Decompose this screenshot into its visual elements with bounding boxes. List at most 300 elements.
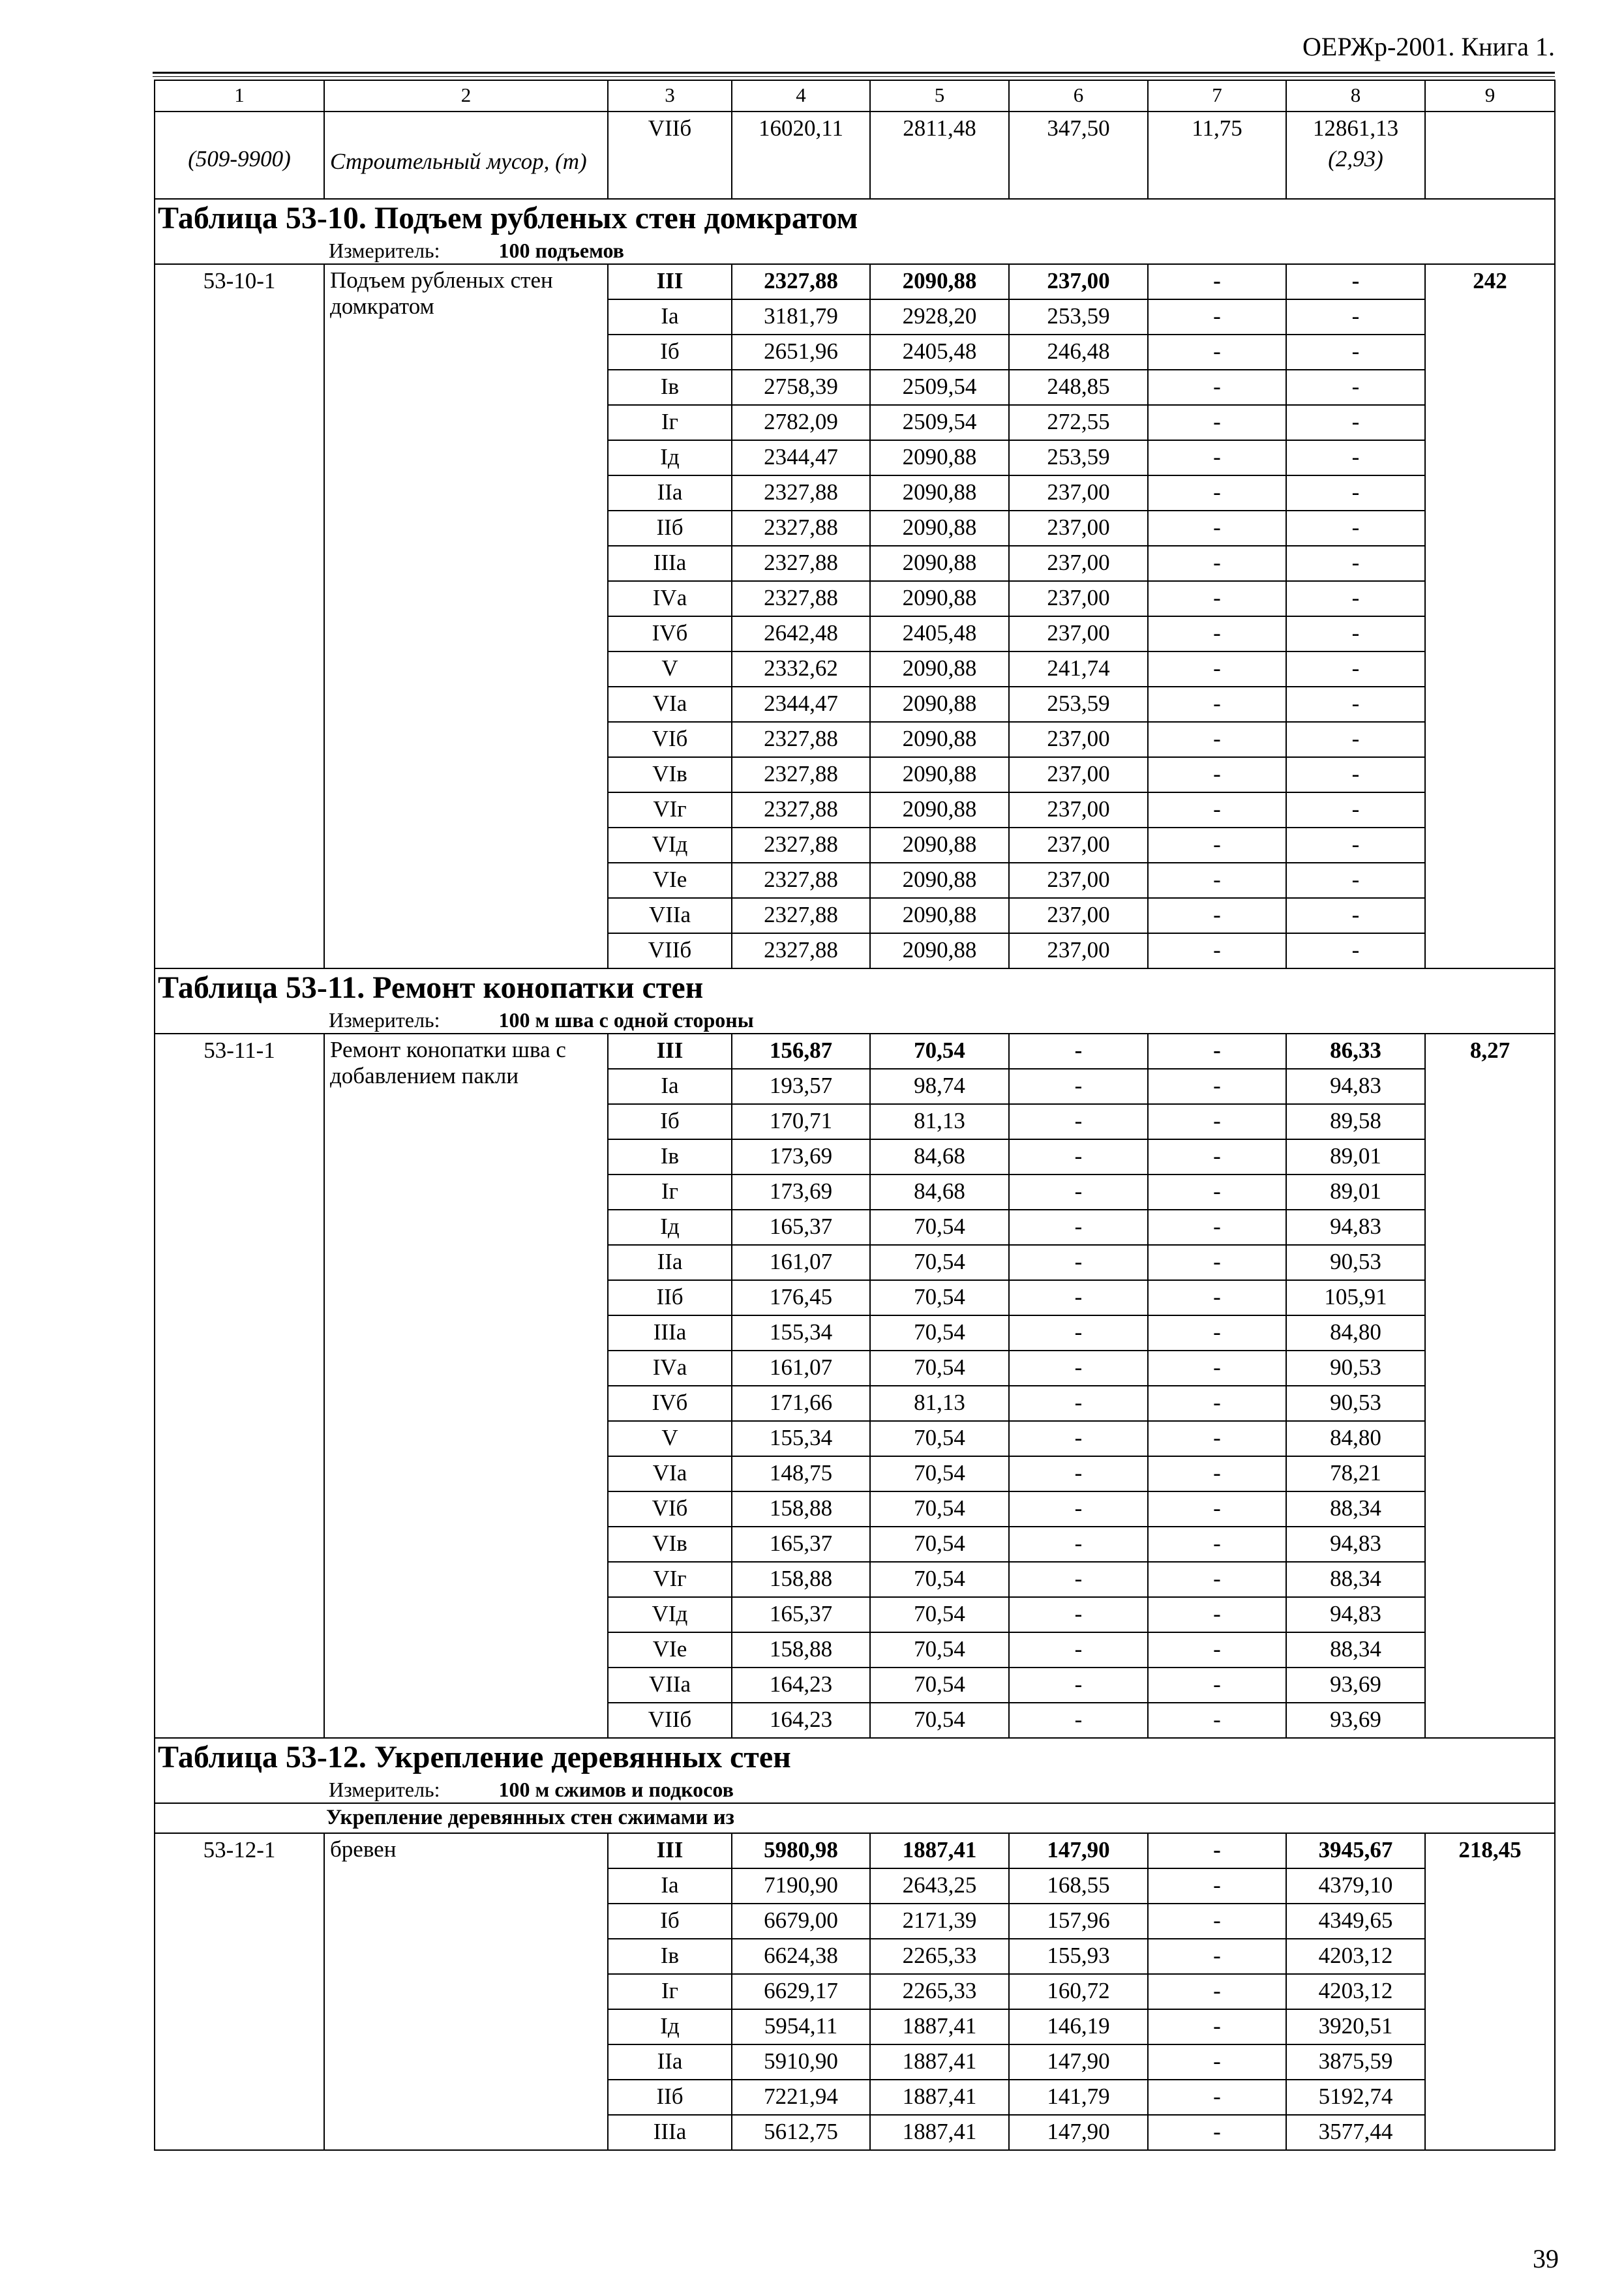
table-cell: VIIа <box>608 898 732 933</box>
carry-over-cell <box>1425 112 1555 146</box>
table-cell: 253,59 <box>1009 299 1148 335</box>
table-cell: 5612,75 <box>732 2115 870 2150</box>
table-cell: Iг <box>608 1974 732 2009</box>
table-cell: 164,23 <box>732 1703 870 1738</box>
table-cell: - <box>1148 1386 1286 1421</box>
table-cell: III <box>608 264 732 299</box>
table-title-cell <box>155 968 1555 1034</box>
table-cell: - <box>1009 1527 1148 1562</box>
carry-over-blank <box>1148 146 1286 199</box>
table-cell: 237,00 <box>1009 581 1148 616</box>
table-cell: 90,53 <box>1286 1245 1425 1280</box>
measure-line <box>158 1776 1552 1803</box>
table-cell: 165,37 <box>732 1527 870 1562</box>
table-cell: - <box>1286 440 1425 475</box>
table-cell: 173,69 <box>732 1139 870 1174</box>
table-cell: 2642,48 <box>732 616 870 651</box>
table-cell: 4203,12 <box>1286 1939 1425 1974</box>
resource-code: (509-9900) <box>155 146 324 199</box>
table-cell: 2090,88 <box>870 898 1009 933</box>
carry-over-cell: 347,50 <box>1009 112 1148 146</box>
table-cell: VIг <box>608 1562 732 1597</box>
table-cell: - <box>1148 1597 1286 1632</box>
price-table <box>154 80 1556 2151</box>
table-cell: 237,00 <box>1009 511 1148 546</box>
table-cell: - <box>1148 2009 1286 2044</box>
table-cell: - <box>1148 1315 1286 1351</box>
item-name: Ремонт конопатки шва с добавлением пакли <box>324 1034 608 1738</box>
table-row <box>155 1833 1555 1868</box>
running-header: ОЕРЖр-2001. Книга 1. <box>1302 32 1555 61</box>
table-cell: VIе <box>608 1632 732 1668</box>
table-cell: 2327,88 <box>732 475 870 511</box>
table-cell: - <box>1009 1139 1148 1174</box>
table-cell: 84,80 <box>1286 1421 1425 1456</box>
table-cell: - <box>1009 1597 1148 1632</box>
carry-over-cell: VIIб <box>608 112 732 146</box>
item-code: 53-11-1 <box>155 1034 324 1738</box>
table-cell: - <box>1148 1632 1286 1668</box>
table-cell: 2090,88 <box>870 264 1009 299</box>
table-cell: 70,54 <box>870 1632 1009 1668</box>
column-number: 9 <box>1425 80 1555 112</box>
table-cell: - <box>1286 933 1425 968</box>
carry-over-cell <box>324 112 608 146</box>
table-cell: - <box>1009 1351 1148 1386</box>
table-cell: 237,00 <box>1009 616 1148 651</box>
table-cell: 158,88 <box>732 1562 870 1597</box>
table-cell: - <box>1148 1491 1286 1527</box>
table-cell: - <box>1148 1527 1286 1562</box>
table-cell: 2265,33 <box>870 1939 1009 1974</box>
table-cell: Iг <box>608 405 732 440</box>
table-cell: - <box>1286 863 1425 898</box>
table-cell: - <box>1286 828 1425 863</box>
table-cell: - <box>1148 1034 1286 1069</box>
table-cell: 147,90 <box>1009 2115 1148 2150</box>
table-cell: 156,87 <box>732 1034 870 1069</box>
table-cell: 2090,88 <box>870 792 1009 828</box>
table-cell: 2090,88 <box>870 511 1009 546</box>
table-cell: - <box>1148 722 1286 757</box>
table-cell: - <box>1148 1104 1286 1139</box>
table-cell: - <box>1148 511 1286 546</box>
table-cell: 2090,88 <box>870 546 1009 581</box>
column-number: 5 <box>870 80 1009 112</box>
carry-over-cell: 2811,48 <box>870 112 1009 146</box>
table-cell: 253,59 <box>1009 687 1148 722</box>
table-cell: Iа <box>608 299 732 335</box>
item-col9: 218,45 <box>1425 1833 1555 2150</box>
table-cell: 70,54 <box>870 1280 1009 1315</box>
table-cell: - <box>1148 1974 1286 2009</box>
table-cell: 89,58 <box>1286 1104 1425 1139</box>
table-cell: VIа <box>608 687 732 722</box>
table-cell: 147,90 <box>1009 2044 1148 2080</box>
table-cell: 1887,41 <box>870 2009 1009 2044</box>
table-cell: - <box>1148 1069 1286 1104</box>
table-cell: Iб <box>608 1104 732 1139</box>
table-cell: 6624,38 <box>732 1939 870 1974</box>
header-rule <box>153 72 1555 74</box>
table-cell: 248,85 <box>1009 370 1148 405</box>
table-cell: - <box>1009 1386 1148 1421</box>
measure-line <box>158 1007 1552 1033</box>
table-cell: 3181,79 <box>732 299 870 335</box>
table-cell: Iв <box>608 1939 732 1974</box>
table-cell: 93,69 <box>1286 1668 1425 1703</box>
table-cell: 2327,88 <box>732 511 870 546</box>
table-cell: 98,74 <box>870 1069 1009 1104</box>
table-cell: - <box>1009 1174 1148 1210</box>
table-cell: VIг <box>608 792 732 828</box>
table-cell: 4203,12 <box>1286 1974 1425 2009</box>
table-cell: - <box>1148 1174 1286 1210</box>
table-title: Таблица 53-10. Подъем рубленых стен домкратом <box>158 201 858 235</box>
table-cell: 1887,41 <box>870 2080 1009 2115</box>
table-cell: 6629,17 <box>732 1974 870 2009</box>
table-cell: V <box>608 651 732 687</box>
table-cell: - <box>1148 2080 1286 2115</box>
table-cell: 237,00 <box>1009 475 1148 511</box>
table-cell: - <box>1286 651 1425 687</box>
table-cell: 7221,94 <box>732 2080 870 2115</box>
table-cell: 2090,88 <box>870 581 1009 616</box>
table-cell: VIе <box>608 863 732 898</box>
table-cell: 253,59 <box>1009 440 1148 475</box>
table-cell: 5910,90 <box>732 2044 870 2080</box>
table-cell: 2090,88 <box>870 440 1009 475</box>
measure-label: Измеритель: <box>329 239 440 262</box>
table-cell: - <box>1286 616 1425 651</box>
table-cell: VIд <box>608 1597 732 1632</box>
table-cell: - <box>1148 616 1286 651</box>
table-cell: 4379,10 <box>1286 1868 1425 1904</box>
table-cell: 2327,88 <box>732 264 870 299</box>
table-cell: 237,00 <box>1009 898 1148 933</box>
table-title-row <box>155 199 1555 264</box>
table-cell: 81,13 <box>870 1386 1009 1421</box>
table-cell: 2090,88 <box>870 863 1009 898</box>
table-cell: - <box>1148 1703 1286 1738</box>
table-cell: 2651,96 <box>732 335 870 370</box>
table-cell: 70,54 <box>870 1527 1009 1562</box>
table-cell: - <box>1148 1280 1286 1315</box>
measure-value: 100 м шва с одной стороны <box>498 1008 754 1032</box>
table-cell: 94,83 <box>1286 1597 1425 1632</box>
carry-over-cell <box>155 112 324 146</box>
table-row <box>155 1034 1555 1069</box>
table-cell: Iв <box>608 370 732 405</box>
table-cell: 2090,88 <box>870 933 1009 968</box>
table-cell: - <box>1009 1668 1148 1703</box>
table-cell: 237,00 <box>1009 264 1148 299</box>
table-cell: - <box>1148 1904 1286 1939</box>
table-cell: 170,71 <box>732 1104 870 1139</box>
table-cell: 5980,98 <box>732 1833 870 1868</box>
table-cell: 3577,44 <box>1286 2115 1425 2150</box>
table-cell: 2090,88 <box>870 651 1009 687</box>
table-cell: - <box>1148 1245 1286 1280</box>
table-cell: 84,68 <box>870 1139 1009 1174</box>
table-cell: - <box>1286 722 1425 757</box>
carry-over-cell: 11,75 <box>1148 112 1286 146</box>
table-cell: 193,57 <box>732 1069 870 1104</box>
table-cell: 147,90 <box>1009 1833 1148 1868</box>
table-cell: 70,54 <box>870 1491 1009 1527</box>
table-cell: IVб <box>608 616 732 651</box>
table-cell: 241,74 <box>1009 651 1148 687</box>
table-cell: 70,54 <box>870 1456 1009 1491</box>
table-cell: - <box>1286 511 1425 546</box>
column-number: 1 <box>155 80 324 112</box>
table-cell: - <box>1148 546 1286 581</box>
table-cell: 70,54 <box>870 1703 1009 1738</box>
table-cell: 161,07 <box>732 1351 870 1386</box>
table-cell: VIд <box>608 828 732 863</box>
table-title-row <box>155 968 1555 1034</box>
table-cell: - <box>1009 1421 1148 1456</box>
carry-over-cell: 12861,13 <box>1286 112 1425 146</box>
table-cell: Iд <box>608 440 732 475</box>
table-cell: IIа <box>608 2044 732 2080</box>
table-cell: 2171,39 <box>870 1904 1009 1939</box>
table-cell: Iв <box>608 1139 732 1174</box>
table-cell: VIIб <box>608 1703 732 1738</box>
table-cell: - <box>1148 440 1286 475</box>
table-cell: 84,68 <box>870 1174 1009 1210</box>
table-cell: 2782,09 <box>732 405 870 440</box>
table-cell: - <box>1286 299 1425 335</box>
table-title: Таблица 53-11. Ремонт конопатки стен <box>158 970 704 1005</box>
measure-value: 100 м сжимов и подкосов <box>498 1778 734 1801</box>
table-cell: IIа <box>608 475 732 511</box>
table-cell: - <box>1009 1456 1148 1491</box>
table-cell: - <box>1148 581 1286 616</box>
table-cell: 2090,88 <box>870 687 1009 722</box>
table-cell: 94,83 <box>1286 1210 1425 1245</box>
table-cell: - <box>1009 1315 1148 1351</box>
table-cell: 105,91 <box>1286 1280 1425 1315</box>
table-cell: 5192,74 <box>1286 2080 1425 2115</box>
table-cell: - <box>1148 2044 1286 2080</box>
table-cell: 237,00 <box>1009 828 1148 863</box>
table-cell: 155,93 <box>1009 1939 1148 1974</box>
table-cell: - <box>1009 1104 1148 1139</box>
table-cell: 155,34 <box>732 1315 870 1351</box>
table-cell: 161,07 <box>732 1245 870 1280</box>
resource-quantity: (2,93) <box>1286 146 1425 199</box>
table-cell: - <box>1148 1210 1286 1245</box>
table-cell: VIа <box>608 1456 732 1491</box>
table-cell: VIв <box>608 1527 732 1562</box>
table-cell: - <box>1148 1833 1286 1868</box>
table-cell: 237,00 <box>1009 933 1148 968</box>
table-cell: - <box>1148 1868 1286 1904</box>
table-cell: - <box>1148 792 1286 828</box>
table-cell: - <box>1148 1939 1286 1974</box>
table-cell: IIб <box>608 511 732 546</box>
table-cell: - <box>1286 757 1425 792</box>
table-cell: - <box>1286 475 1425 511</box>
table-cell: - <box>1148 898 1286 933</box>
table-cell: 70,54 <box>870 1245 1009 1280</box>
table-cell: 94,83 <box>1286 1527 1425 1562</box>
table-cell: - <box>1286 370 1425 405</box>
table-cell: VIIб <box>608 933 732 968</box>
table-cell: 81,13 <box>870 1104 1009 1139</box>
header-rule-thin <box>153 76 1555 77</box>
table-cell: - <box>1009 1632 1148 1668</box>
carry-over-row <box>155 112 1555 146</box>
table-cell: - <box>1148 299 1286 335</box>
table-cell: V <box>608 1421 732 1456</box>
table-cell: IIIа <box>608 546 732 581</box>
table-cell: 2332,62 <box>732 651 870 687</box>
carry-over-resource-row <box>155 146 1555 199</box>
table-cell: 3920,51 <box>1286 2009 1425 2044</box>
table-title-row <box>155 1738 1555 1803</box>
table-cell: 2509,54 <box>870 370 1009 405</box>
table-cell: - <box>1148 863 1286 898</box>
carry-over-blank <box>1425 146 1555 199</box>
table-cell: - <box>1148 933 1286 968</box>
carry-over-blank <box>870 146 1009 199</box>
table-cell: 90,53 <box>1286 1351 1425 1386</box>
table-cell: 88,34 <box>1286 1562 1425 1597</box>
table-cell: IIIа <box>608 1315 732 1351</box>
column-number: 3 <box>608 80 732 112</box>
table-cell: 6679,00 <box>732 1904 870 1939</box>
table-cell: 237,00 <box>1009 863 1148 898</box>
table-cell: III <box>608 1833 732 1868</box>
table-cell: 2344,47 <box>732 440 870 475</box>
table-cell: - <box>1148 1139 1286 1174</box>
table-cell: - <box>1286 581 1425 616</box>
table-cell: 70,54 <box>870 1421 1009 1456</box>
table-cell: 246,48 <box>1009 335 1148 370</box>
table-cell: IIб <box>608 1280 732 1315</box>
table-cell: - <box>1286 687 1425 722</box>
table-cell: - <box>1148 1668 1286 1703</box>
table-cell: 237,00 <box>1009 546 1148 581</box>
table-cell: IVб <box>608 1386 732 1421</box>
table-cell: - <box>1148 264 1286 299</box>
table-cell: - <box>1009 1034 1148 1069</box>
table-cell: 2327,88 <box>732 722 870 757</box>
table-cell: - <box>1009 1245 1148 1280</box>
table-cell: IIIа <box>608 2115 732 2150</box>
table-cell: IIа <box>608 1245 732 1280</box>
column-number: 2 <box>324 80 608 112</box>
table-body <box>155 80 1555 2150</box>
item-name: бревен <box>324 1833 608 2150</box>
table-cell: 146,19 <box>1009 2009 1148 2044</box>
table-cell: 70,54 <box>870 1034 1009 1069</box>
table-cell: 141,79 <box>1009 2080 1148 2115</box>
table-cell: 3945,67 <box>1286 1833 1425 1868</box>
table-cell: - <box>1286 264 1425 299</box>
table-cell: 2643,25 <box>870 1868 1009 1904</box>
table-cell: 70,54 <box>870 1315 1009 1351</box>
table-cell: 2327,88 <box>732 828 870 863</box>
table-cell: - <box>1009 1703 1148 1738</box>
table-cell: 88,34 <box>1286 1632 1425 1668</box>
table-cell: - <box>1148 828 1286 863</box>
item-name: Подъем рубленых стен домкратом <box>324 264 608 968</box>
table-cell: - <box>1148 1562 1286 1597</box>
item-code: 53-12-1 <box>155 1833 324 2150</box>
table-cell: Iа <box>608 1069 732 1104</box>
table-cell: 70,54 <box>870 1597 1009 1632</box>
table-cell: 176,45 <box>732 1280 870 1315</box>
table-cell: 70,54 <box>870 1668 1009 1703</box>
table-cell: - <box>1148 687 1286 722</box>
table-cell: 2405,48 <box>870 335 1009 370</box>
table-cell: 2327,88 <box>732 792 870 828</box>
column-number-row <box>155 80 1555 112</box>
table-cell: - <box>1148 1351 1286 1386</box>
table-cell: - <box>1286 792 1425 828</box>
table-cell: 2405,48 <box>870 616 1009 651</box>
table-cell: 155,34 <box>732 1421 870 1456</box>
resource-name: Строительный мусор, (т) <box>324 146 608 199</box>
column-number: 6 <box>1009 80 1148 112</box>
table-cell: - <box>1148 405 1286 440</box>
table-cell: - <box>1286 405 1425 440</box>
table-cell: 2265,33 <box>870 1974 1009 2009</box>
table-cell: - <box>1286 898 1425 933</box>
table-cell: - <box>1148 1421 1286 1456</box>
column-number: 4 <box>732 80 870 112</box>
table-cell: 88,34 <box>1286 1491 1425 1527</box>
table-cell: 2758,39 <box>732 370 870 405</box>
table-cell: 158,88 <box>732 1491 870 1527</box>
measure-value: 100 подъемов <box>498 239 624 262</box>
table-title-cell <box>155 199 1555 264</box>
carry-over-blank <box>608 146 732 199</box>
table-cell: Iа <box>608 1868 732 1904</box>
table-row <box>155 264 1555 299</box>
table-cell: 2344,47 <box>732 687 870 722</box>
table-cell: - <box>1148 1456 1286 1491</box>
table-cell: - <box>1009 1210 1148 1245</box>
column-number: 7 <box>1148 80 1286 112</box>
table-cell: 2928,20 <box>870 299 1009 335</box>
table-cell: 1887,41 <box>870 2044 1009 2080</box>
table-cell: Iб <box>608 1904 732 1939</box>
table-cell: 70,54 <box>870 1562 1009 1597</box>
table-cell: 157,96 <box>1009 1904 1148 1939</box>
table-cell: 84,80 <box>1286 1315 1425 1351</box>
table-cell: 2509,54 <box>870 405 1009 440</box>
table-cell: 165,37 <box>732 1597 870 1632</box>
item-col9: 242 <box>1425 264 1555 968</box>
table-cell: IIб <box>608 2080 732 2115</box>
table-cell: 89,01 <box>1286 1174 1425 1210</box>
table-cell: 158,88 <box>732 1632 870 1668</box>
table-cell: 90,53 <box>1286 1386 1425 1421</box>
table-cell: - <box>1148 370 1286 405</box>
table-cell: - <box>1009 1069 1148 1104</box>
table-cell: 2327,88 <box>732 581 870 616</box>
table-cell: VIб <box>608 722 732 757</box>
measure-line <box>158 237 1552 263</box>
table-cell: - <box>1148 651 1286 687</box>
table-cell: VIв <box>608 757 732 792</box>
measure-label: Измеритель: <box>329 1008 440 1032</box>
table-cell: Iд <box>608 1210 732 1245</box>
